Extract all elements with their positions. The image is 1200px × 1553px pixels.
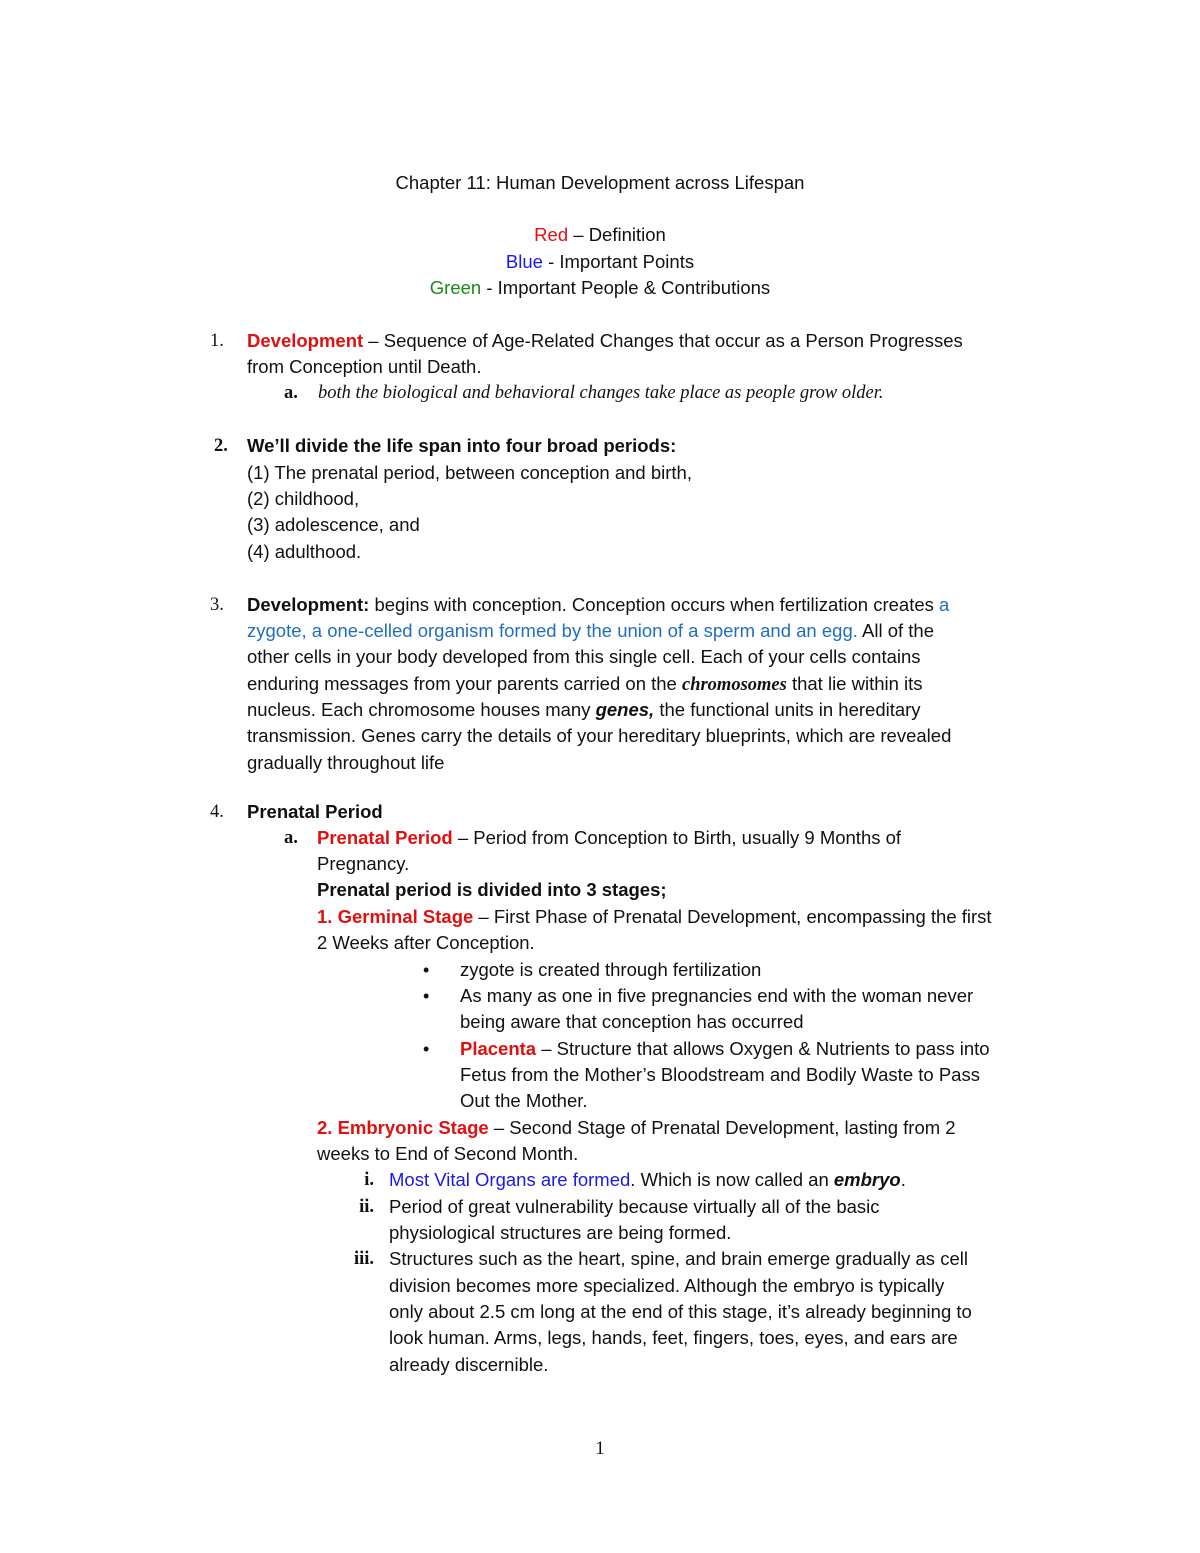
item-3-line-7: gradually throughout life — [247, 752, 445, 773]
legend-blue — [0, 249, 1200, 275]
item-4-number: 4. — [210, 802, 224, 822]
roman-iii-line-4: look human. Arms, legs, hands, feet, fingers, toes, eyes, and ears are — [389, 1327, 958, 1348]
item-3-line-4 — [247, 671, 923, 698]
stages-heading: Prenatal period is divided into 3 stages; — [317, 879, 667, 900]
period-1: (1) The prenatal period, between conception and birth, — [247, 462, 692, 483]
roman-ii-line-2: physiological structures are being formed. — [389, 1222, 732, 1243]
period-4: (4) adulthood. — [247, 541, 362, 562]
item-4-heading: Prenatal Period — [247, 801, 383, 822]
chromosomes-term: chromosomes — [681, 675, 787, 695]
bullet-2-line-1: As many as one in five pregnancies end with the woman never — [460, 985, 974, 1006]
item-3-line-1 — [247, 592, 949, 618]
item-3-line-4-a: enduring messages from your parents carried on the — [247, 673, 682, 694]
item-3-line-5-b: the functional units in hereditary — [654, 699, 921, 720]
item-4a-marker: a. — [284, 828, 298, 848]
legend-red — [0, 222, 1200, 248]
roman-i-rest: . Which is now called an — [630, 1169, 834, 1190]
legend-green — [0, 275, 1200, 301]
item-2-number: 2. — [214, 436, 228, 456]
item-1-line-1 — [247, 328, 963, 354]
item-3-number: 3. — [210, 595, 224, 615]
genes-term: genes, — [595, 699, 655, 720]
roman-iii-line-5: already discernible. — [389, 1354, 549, 1375]
placenta-term: Placenta — [460, 1038, 537, 1059]
prenatal-period-definition: – Period from Conception to Birth, usually 9 Months of — [452, 827, 902, 848]
roman-i-text — [389, 1167, 906, 1193]
item-1-line-2: from Conception until Death. — [247, 356, 482, 377]
item-2-heading: We’ll divide the life span into four broad periods: — [247, 435, 677, 456]
period-3: (3) adolescence, and — [247, 514, 420, 535]
prenatal-period-term: Prenatal Period — [317, 827, 453, 848]
roman-iii-line-2: division becomes more specialized. Although the embryo is typically — [389, 1275, 945, 1296]
page-number: 1 — [595, 1438, 605, 1459]
item-1-number: 1. — [210, 331, 224, 351]
item-3-line-4-b: that lie within its — [786, 673, 923, 694]
placenta-line-1 — [460, 1036, 990, 1062]
item-3-line-1-text: begins with conception. Conception occurs when fertilization creates — [369, 594, 940, 615]
placenta-definition: – Structure that allows Oxygen & Nutrients to pass into — [536, 1038, 990, 1059]
prenatal-period-line-2: Pregnancy. — [317, 853, 410, 874]
item-3-line-6: transmission. Genes carry the details of your hereditary blueprints, which are revealed — [247, 725, 952, 746]
bullet-icon: • — [423, 986, 430, 1006]
legend-green-desc: - Important People & Contributions — [481, 277, 771, 298]
placenta-line-2: Fetus from the Mother’s Bloodstream and Bodily Waste to Pass — [460, 1064, 980, 1085]
roman-iii-line-3: only about 2.5 cm long at the end of this stage, it’s already beginning to — [389, 1301, 972, 1322]
bullet-icon: • — [423, 1039, 430, 1059]
item-3-line-5-a: nucleus. Each chromosome houses many — [247, 699, 596, 720]
embryo-term: embryo — [833, 1169, 901, 1190]
item-3-line-3: other cells in your body developed from this single cell. Each of your cells contains — [247, 646, 921, 667]
roman-ii-line-1: Period of great vulnerability because virtually all of the basic — [389, 1196, 880, 1217]
bullet-1-text: zygote is created through fertilization — [460, 959, 762, 980]
item-3-line-2-text: All of the — [857, 620, 934, 641]
item-3-line-2 — [247, 618, 934, 644]
germinal-line-2: 2 Weeks after Conception. — [317, 932, 535, 953]
legend-red-word: Red — [534, 224, 569, 245]
item-1-term: Development — [247, 330, 364, 351]
germinal-line-1 — [317, 904, 992, 930]
placenta-line-3: Out the Mother. — [460, 1090, 588, 1111]
legend-red-desc: – Definition — [568, 224, 666, 245]
page-title: Chapter 11: Human Development across Lifespan — [395, 172, 805, 193]
legend-green-word: Green — [429, 277, 482, 298]
bullet-icon: • — [423, 960, 430, 980]
item-1a-marker: a. — [284, 383, 298, 403]
embryonic-line-2: weeks to End of Second Month. — [317, 1143, 579, 1164]
item-1a-text: both the biological and behavioral changes take place as people grow older. — [318, 383, 884, 403]
roman-iii-marker: iii. — [353, 1249, 374, 1269]
roman-ii-marker: ii. — [359, 1197, 374, 1217]
embryonic-line-1 — [317, 1115, 956, 1141]
legend-blue-word: Blue — [505, 251, 543, 272]
roman-iii-line-1: Structures such as the heart, spine, and brain emerge gradually as cell — [389, 1248, 968, 1269]
item-3-term: Development: — [247, 594, 370, 615]
legend-blue-desc: - Important Points — [542, 251, 695, 272]
germinal-stage-definition: – First Phase of Prenatal Development, encompassing the first — [473, 906, 992, 927]
embryonic-stage-definition: – Second Stage of Prenatal Development, lasting from 2 — [488, 1117, 956, 1138]
item-1-definition: – Sequence of Age-Related Changes that occur as a Person Progresses — [363, 330, 963, 351]
item-3-line-1-highlight: a — [939, 594, 950, 615]
prenatal-period-line-1 — [317, 825, 901, 851]
embryonic-stage-term: 2. Embryonic Stage — [317, 1117, 489, 1138]
bullet-2-line-2: being aware that conception has occurred — [460, 1011, 804, 1032]
vital-organs-highlight: Most Vital Organs are formed — [389, 1169, 631, 1190]
roman-i-marker: i. — [364, 1170, 374, 1190]
zygote-definition: zygote, a one-celled organism formed by the union of a sperm and an egg. — [247, 620, 858, 641]
period-2: (2) childhood, — [247, 488, 360, 509]
item-3-line-5 — [247, 697, 921, 723]
germinal-stage-term: 1. Germinal Stage — [317, 906, 474, 927]
roman-i-end: . — [900, 1169, 906, 1190]
